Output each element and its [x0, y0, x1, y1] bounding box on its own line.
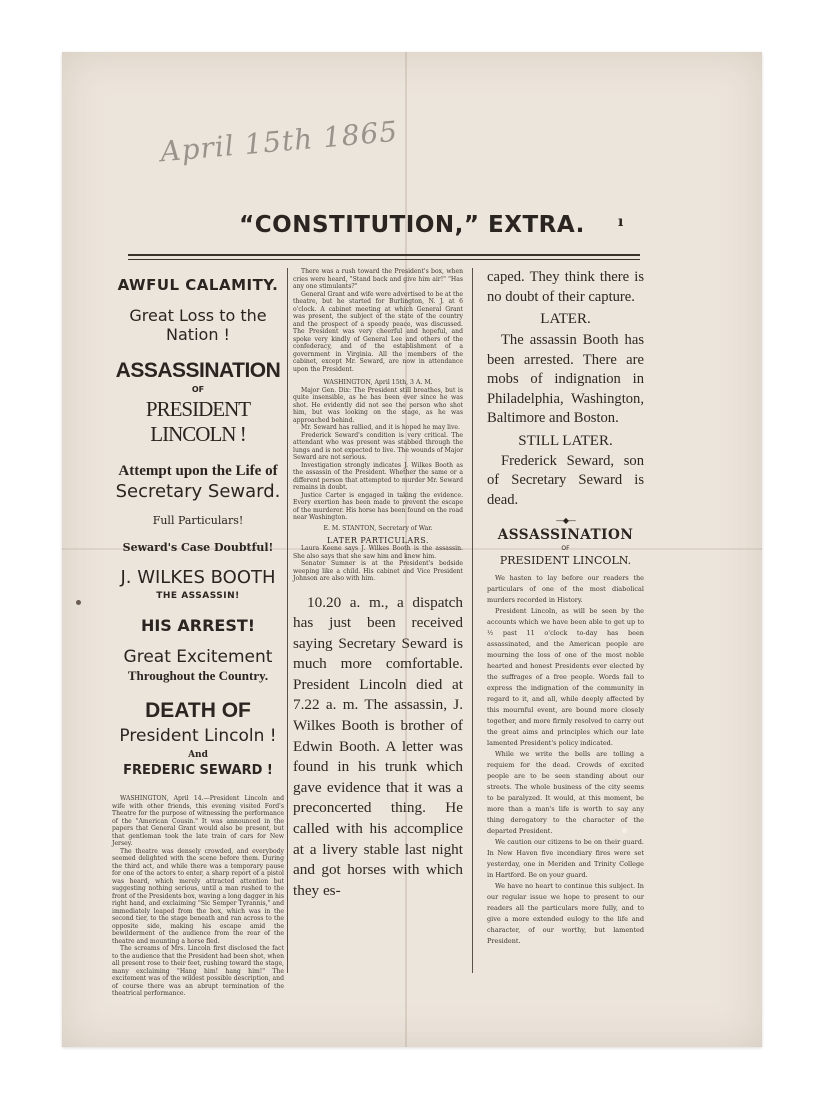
headline-great-loss: Great Loss to the Nation ! [129, 306, 267, 345]
section-divider: —◆— [555, 516, 576, 525]
column-1-article [112, 795, 284, 998]
still-later-text: Frederick Seward, son of Secretary Seward is dead. [487, 452, 644, 508]
headline-sewards-case: Seward's Case Doubtful! [122, 541, 274, 555]
headline-his-arrest: HIS ARREST! [140, 615, 256, 635]
section-heading-assassination: ASSASSINATION [497, 527, 634, 543]
large-continuation-text: caped. They think there is no doubt of their capture. [487, 269, 644, 305]
headline-death-of: DEATH OF [145, 699, 251, 723]
headline-and: And [188, 749, 208, 760]
headline-attempt: Attempt upon the Life of [118, 462, 278, 479]
masthead-title: “CONSTITUTION,” EXTRA. [239, 212, 585, 238]
headline-throughout-country: Throughout the Country. [127, 668, 269, 684]
later-particulars-heading: LATER PARTICULARS. [327, 536, 429, 545]
large-dispatch-text: 10.20 a. m., a dispatch has just been received saying Secretary Seward is much more comfortable. President Lincoln died at 7.22 a. m. The assassin, J. Wilkes Booth is brother of Edwin Booth. A letter was found in his trunk which gave evidence that it was a preconcerted thing. He called with his accomplice at a livery stable last night and got horses with which they es- [293, 593, 463, 899]
headline-the-assassin: THE ASSASSIN! [156, 591, 240, 602]
article-paragraph: While we write the bells are tolling a requiem for the dead. Crowds of excited people are to be seen standing about our streets. The whole business of the city seems to be paralyzed. It would, at this moment, be more than a man's life is worth to say any thing derogatory to the character of the departed President. [487, 749, 644, 835]
article-paragraph: We have no heart to continue this subject. In our regular issue we hope to present to our readers all the particulars more fully, and to give a more extended eulogy to the life and character, of our worthy, but lamented President. [487, 881, 644, 945]
headline-frederic-seward: FREDERIC SEWARD ! [123, 763, 273, 779]
headline-great-excitement: Great Excitement [123, 647, 273, 668]
column-3 [487, 268, 644, 947]
headline-awful-calamity: AWFUL CALAMITY. [117, 276, 279, 294]
type-mark: ı [618, 214, 624, 230]
column-2 [293, 268, 463, 901]
later-particulars-article [293, 545, 463, 583]
dispatch-article [293, 387, 463, 522]
dispatch-signature: E. M. STANTON, Secretary of War. [323, 524, 433, 532]
article-paragraph: WASHINGTON, April 14.—President Lincoln and wife with other friends, this evening visited Ford's Theatre for the purpose of witnessing the performance of the "American Cousin." It was announced in the papers that General Grant would also be present, but that gentleman took the late train of cars for New Jersey. [112, 795, 284, 848]
pinhole-mark [76, 600, 81, 605]
headline-of: OF [191, 384, 205, 394]
masthead-rule [128, 254, 640, 260]
later-heading: LATER. [540, 311, 591, 327]
article-paragraph: There was a rush toward the President's box, when cries were heard, "Stand back and give him air!" "Has any one stimulants?" [293, 268, 463, 290]
section-heading-president: PRESIDENT LINCOLN. [499, 553, 632, 567]
article-paragraph: Senator Sumner is at the President's bedside weeping like a child. His cabinet and Vice President Johnson are also with him. [293, 560, 463, 582]
article-paragraph: Investigation strongly indicates J. Wilkes Booth as the assassin of the President. Whether the same or a different person that attempted to murder Mr. Seward remains in doubt. [293, 461, 463, 491]
headline-full-particulars: Full Particulars! [152, 514, 244, 528]
article-paragraph: Mr. Seward has rallied, and it is hoped he may live. [301, 424, 460, 431]
article-paragraph: We caution our citizens to be on their guard. In New Haven five incendiary fires were set yesterday, one in Meriden and Trinity College in Hartford. Be on your guard. [487, 837, 644, 879]
dispatch-dateline: WASHINGTON, April 15th, 3 A. M. [323, 379, 433, 386]
still-later-heading: STILL LATER. [518, 432, 613, 449]
column-2-top-article [293, 268, 463, 373]
article-paragraph: General Grant and wife were advertised to be at the theatre, but he started for Burlington, N. J. at 6 o'clock. A cabinet meeting at which General Grant was present, the subject of the state of the country and the prospect of a speedy peace, was discussed. The President was very cheerful and hopeful, and spoke very kindly of General Lee and others of the confederacy, and of the establishment of a government in Virginia. All the members of the cabinet, except Mr. Seward, are now in attendance upon the President. [293, 290, 463, 373]
headline-president-lincoln: PRESIDENT LINCOLN ! [145, 397, 251, 447]
article-paragraph: Justice Carter is engaged in taking the evidence. Every exertion has been made to prevent the escape of the murderer. His horse has been found on the road near Washington. [293, 491, 463, 521]
column-rule-1 [287, 268, 288, 973]
article-paragraph: Frederick Seward's condition is very critical. The attendant who was present was stabbed through the lungs and is not expected to live. The wounds of Major Seward are not serious. [293, 431, 463, 461]
headline-secretary-seward: Secretary Seward. [115, 480, 281, 502]
section-heading-of: OF [561, 545, 570, 553]
handwritten-date: April 15th 1865 [159, 114, 400, 169]
headline-assassination: ASSASSINATION [115, 359, 281, 383]
headline-wilkes-booth: J. WILKES BOOTH [120, 566, 276, 588]
headline-president-lincoln-2: President Lincoln ! [119, 726, 277, 747]
article-paragraph: Major Gen. Dix: The President still breathes, but is quite insensible, as he has been ever since he was shot. He evidently did not see the person who shot him, but was looking on the stage, as he was approached behind. [293, 386, 463, 424]
article-paragraph: The theatre was densely crowded, and everybody seemed delighted with the scene before them. During the third act, and while there was a temporary pause for one of the actors to enter, a sharp report of a pistol was heard, which merely attracted attention but suggesting nothing serious, until a man rushed to the front of the Presidents box, waving a long dagger in his right hand, and exclaiming "Sic Semper Tyrannis," and immediately leaped from the box, which was in the second tier, to the stage beneath and ran across to the opposite side, making his escape amid the bewilderment of the audience from the rear of the theatre and mounting a horse fled. [112, 847, 285, 945]
column-3-article [487, 573, 644, 947]
article-paragraph: President Lincoln, as will be seen by the accounts which we have been able to get up to ½ past 11 o'clock to-day has been assassinated, and the American people are mourning the loss of one of the most noble hearted and honest Presidents ever elected by the suffrages of a free people. Words fail to express the indignation of the community in regard to it, and all, while deeply affected by this mournful event, are bound more closely together, and more firmly resolved to carry out the great aims and principles which our late lamented President's policy indicated. [487, 606, 644, 747]
article-paragraph: We hasten to lay before our readers the particulars of one of the most diabolical murders recorded in History. [487, 573, 644, 604]
article-paragraph: The screams of Mrs. Lincoln first disclosed the fact to the audience that the President had been shot, when all present rose to their feet, rushing toward the stage, many exclaiming "Hang him! hang him!" The excitement was of the wildest possible description, and of course there was an abrupt termination of the theatrical performance. [112, 945, 284, 998]
later-text: The assassin Booth has been arrested. There are mobs of indignation in Philadelphia, Washington, Baltimore and Boston. [487, 332, 644, 426]
article-paragraph: Laura Keene says J. Wilkes Booth is the assassin. She also says that she saw him and knew him. [293, 545, 463, 560]
column-rule-2 [472, 268, 473, 973]
column-1 [112, 268, 284, 998]
